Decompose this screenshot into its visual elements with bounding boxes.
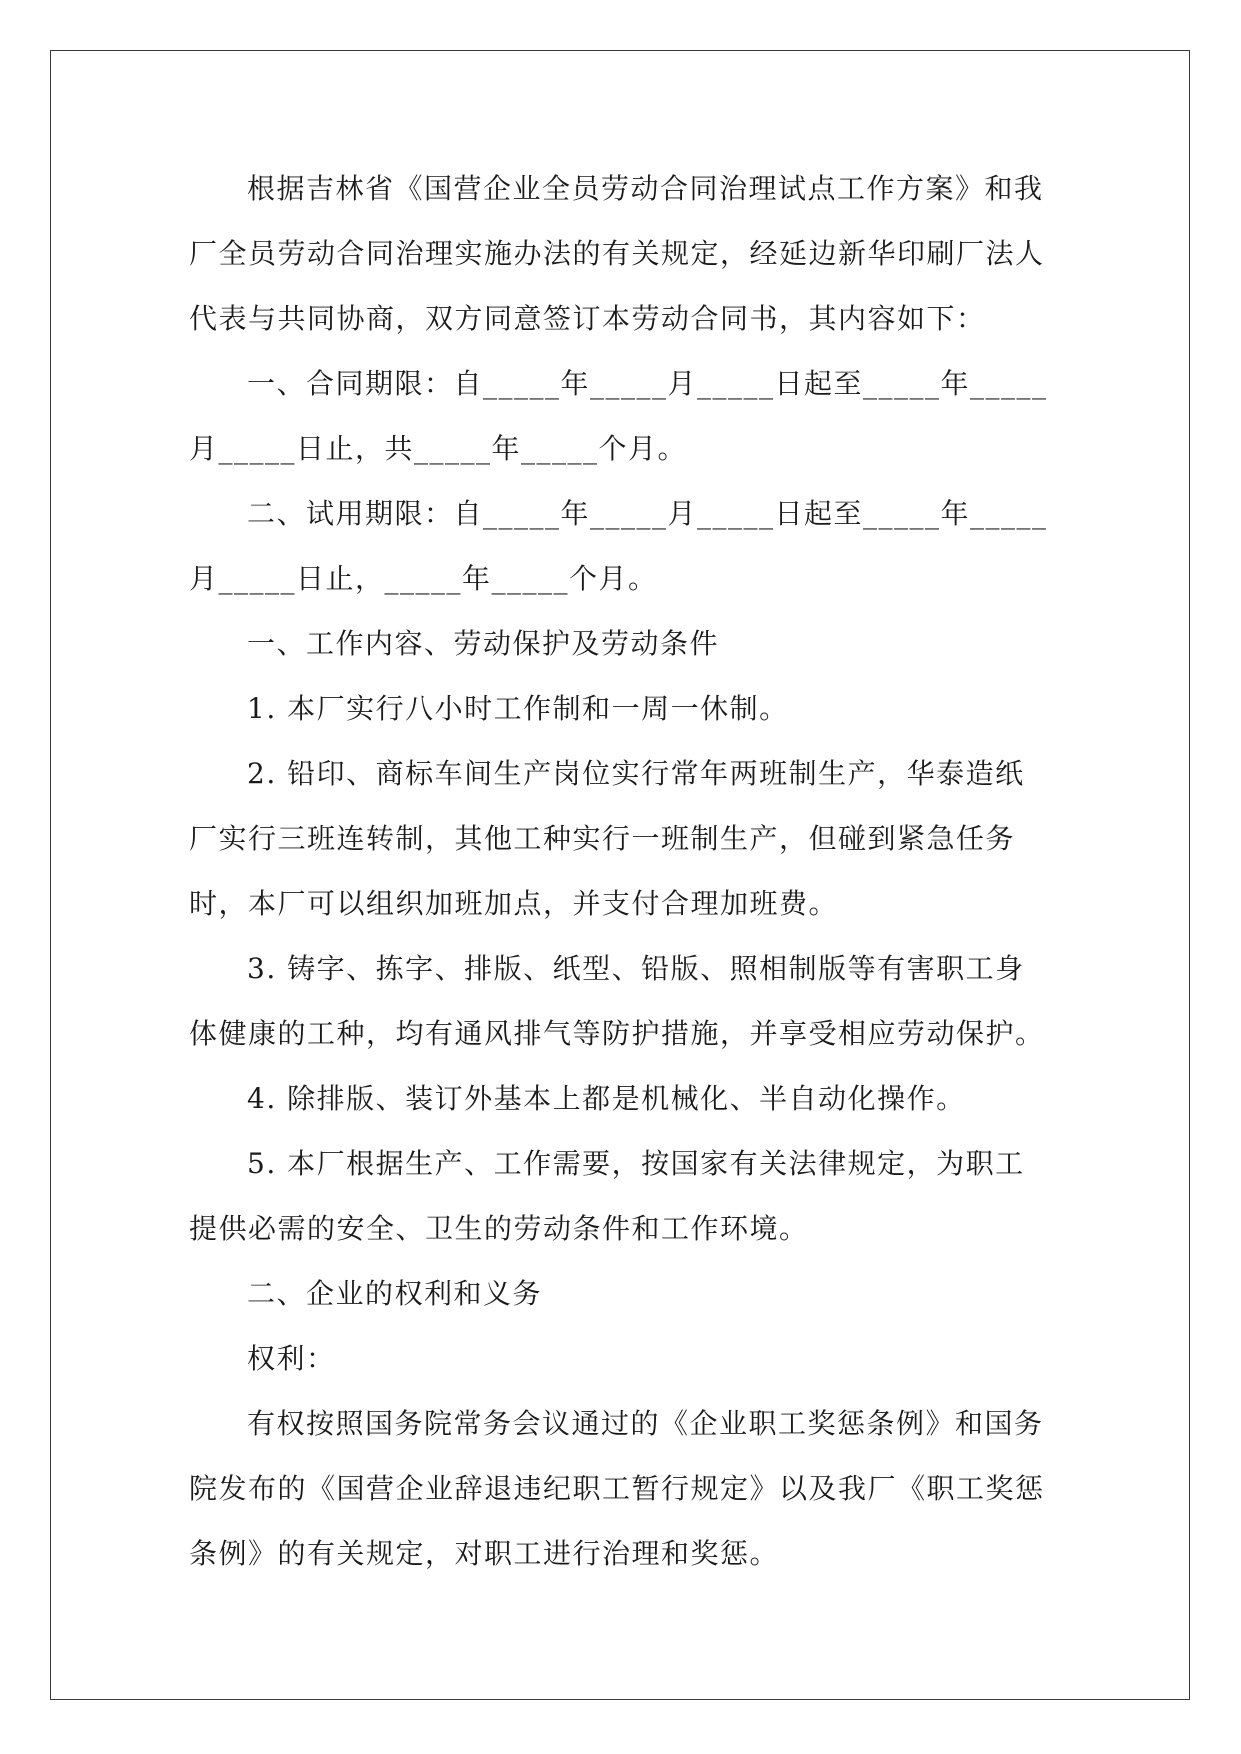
list-item-1: 1. 本厂实行八小时工作制和一周一休制。 bbox=[247, 692, 789, 725]
list-item-2: 2. 铅印、商标车间生产岗位实行常年两班制生产，华泰造纸厂实行三班连转制，其他工种实行一班制生产，但碰到紧急任务时，本厂可以组织加班加点，并支付合理加班费。 bbox=[189, 757, 1025, 920]
section-heading-work-content: 一、工作内容、劳动保护及劳动条件 bbox=[247, 627, 720, 660]
list-item-5: 5. 本厂根据生产、工作需要，按国家有关法律规定，为职工提供必需的安全、卫生的劳动条件和工作环境。 bbox=[189, 1147, 1025, 1245]
subheading-rights: 权利： bbox=[247, 1342, 336, 1375]
paragraph-rights-detail: 有权按照国务院常务会议通过的《企业职工奖惩条例》和国务院发布的《国营企业辞退违纪职工暂行规定》以及我厂《职工奖惩条例》的有关规定，对职工进行治理和奖惩。 bbox=[189, 1407, 1045, 1570]
paragraph-probation-term: 二、试用期限：自_____年_____月_____日起至_____年_____月_____日止，_____年_____个月。 bbox=[189, 497, 1048, 595]
section-heading-rights-duties: 二、企业的权利和义务 bbox=[247, 1277, 543, 1310]
paragraph-intro: 根据吉林省《国营企业全员劳动合同治理试点工作方案》和我厂全员劳动合同治理实施办法的有关规定，经延边新华印刷厂法人代表与共同协商，双方同意签订本劳动合同书，其内容如下： bbox=[189, 172, 1045, 335]
paragraph-contract-term: 一、合同期限：自_____年_____月_____日起至_____年_____月_____日止，共_____年_____个月。 bbox=[189, 367, 1048, 465]
document-body bbox=[189, 156, 1054, 1586]
list-item-4: 4. 除排版、装订外基本上都是机械化、半自动化操作。 bbox=[247, 1082, 966, 1115]
list-item-3: 3. 铸字、拣字、排版、纸型、铅版、照相制版等有害职工身体健康的工种，均有通风排气等防护措施，并享受相应劳动保护。 bbox=[189, 952, 1045, 1050]
